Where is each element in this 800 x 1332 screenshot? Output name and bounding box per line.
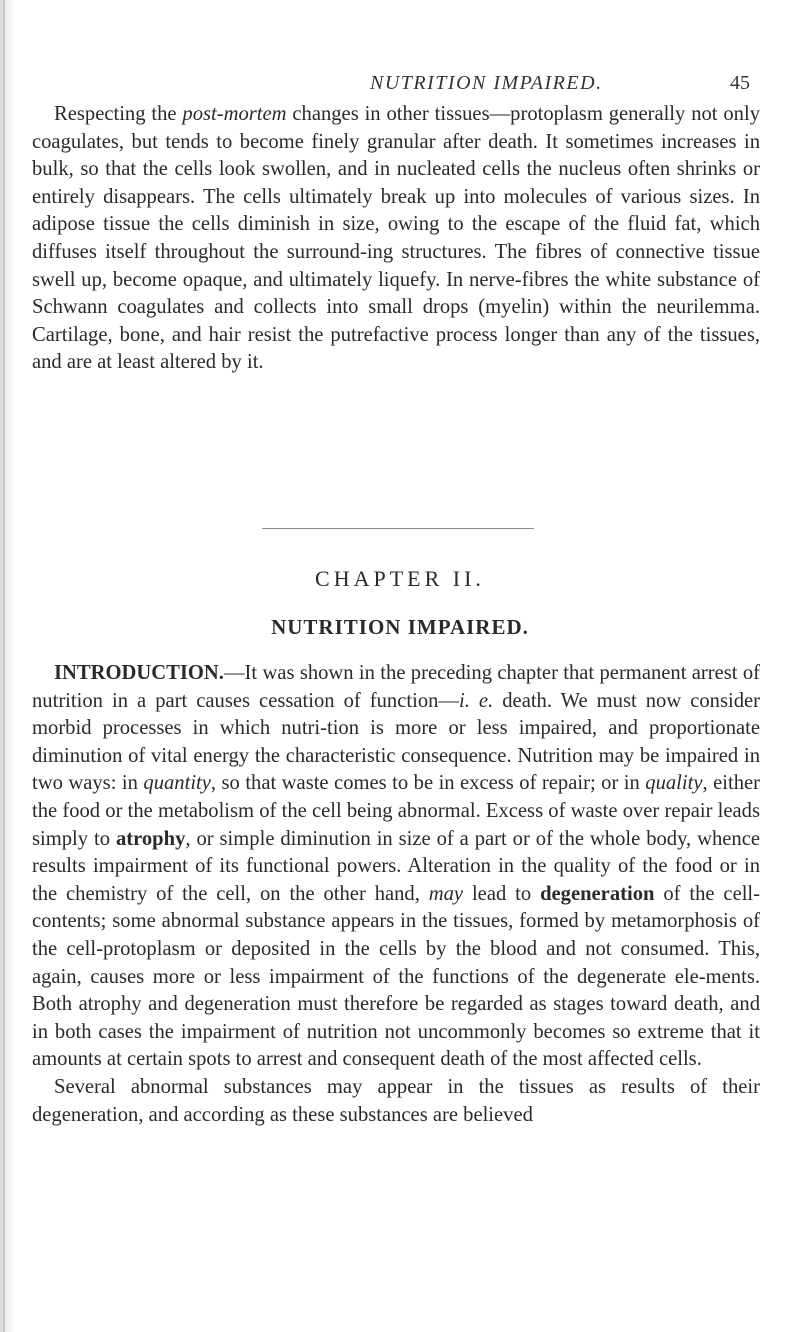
paragraph-text: changes in other tissues—protoplasm generally not only coagulates, but tends to become finely granular after death. It sometimes increases in bulk, so that the cells look swollen, and in nucleated cells the nucleus often shrinks or entirely disappears. The cells ultimately break up into molecules of various sizes. In adipose tissue the cells diminish in size, owing to the escape of the fluid fat, which diffuses itself throughout the surround-ing structures. The fibres of connective tissue swell up, become opaque, and ultimately liquefy. In nerve-fibres the white substance of Schwann coagulates and collects into small drops (myelin) within the neurilemma. Cartilage, bone, and hair resist the putrefactive process longer than any of the tissues, and are at least altered by it. bbox=[32, 103, 760, 374]
italic-term-may: may bbox=[428, 882, 464, 905]
paragraph-text: , or simple diminution in size of a part or of the whole body, whence results impairment of its functional powers. Alteration in the quality of the food or in the chemistry of the cell, on the other hand, bbox=[32, 827, 761, 905]
paragraph-text: of the cell-contents; some abnormal substance appears in the tissues, formed by metamorphosis of the cell-protoplasm or deposited in the cells by the blood and not consumed. This, again, causes more or less impairment of the functions of the degenerate ele-ments. Both atrophy and degeneration must therefore be regarded as stages toward death, and in both cases the impairment of nutrition not uncommonly becomes so extreme that it amounts at certain spots to arrest and consequent death of the most affected cells. bbox=[32, 882, 761, 1071]
paragraph-post-mortem-changes bbox=[32, 101, 760, 377]
bold-term-degeneration: degeneration bbox=[540, 882, 655, 905]
italic-term-quality: quality bbox=[645, 772, 703, 795]
chapter-title: NUTRITION IMPAIRED. bbox=[271, 615, 529, 639]
italic-term-post-mortem: post-mortem bbox=[182, 103, 287, 125]
paragraph-text: , either the food or the metabolism of the cell being abnormal. Excess of waste over repair leads simply to bbox=[32, 772, 760, 850]
bold-term-atrophy: atrophy bbox=[115, 827, 186, 850]
paragraph-text: lead to bbox=[463, 882, 541, 905]
chapter-number: CHAPTER II. bbox=[315, 566, 485, 591]
paragraph-text: death. We must now consider morbid processes in which nutri-tion is more or less impaired, and proportionate diminution of vital energy the characteristic consequence. Nutrition may be impaired in two ways: in bbox=[32, 689, 761, 795]
running-title: NUTRITION IMPAIRED. bbox=[370, 72, 603, 94]
italic-term-quantity: quantity bbox=[143, 772, 211, 795]
binding-edge bbox=[3, 0, 5, 1332]
section-divider bbox=[262, 528, 534, 529]
paragraph-abnormal-substances: Several abnormal substances may appear in the tissues as results of their degeneration, and according as these substances are believed bbox=[32, 1075, 760, 1126]
paragraph-text: , so that waste comes to be in excess of repair; or in bbox=[210, 772, 646, 795]
page-gutter bbox=[0, 0, 14, 1332]
paragraph-text: Respecting the bbox=[54, 103, 183, 125]
italic-term-ie: i. e. bbox=[459, 689, 494, 712]
section-heading-introduction: INTRODUCTION. bbox=[54, 662, 224, 684]
page-number: 45 bbox=[730, 72, 750, 94]
paragraph-introduction bbox=[32, 660, 760, 1129]
paragraph-text: —It was shown in the preceding chapter that permanent arrest of nutrition in a part causes cessation of function— bbox=[32, 662, 760, 712]
